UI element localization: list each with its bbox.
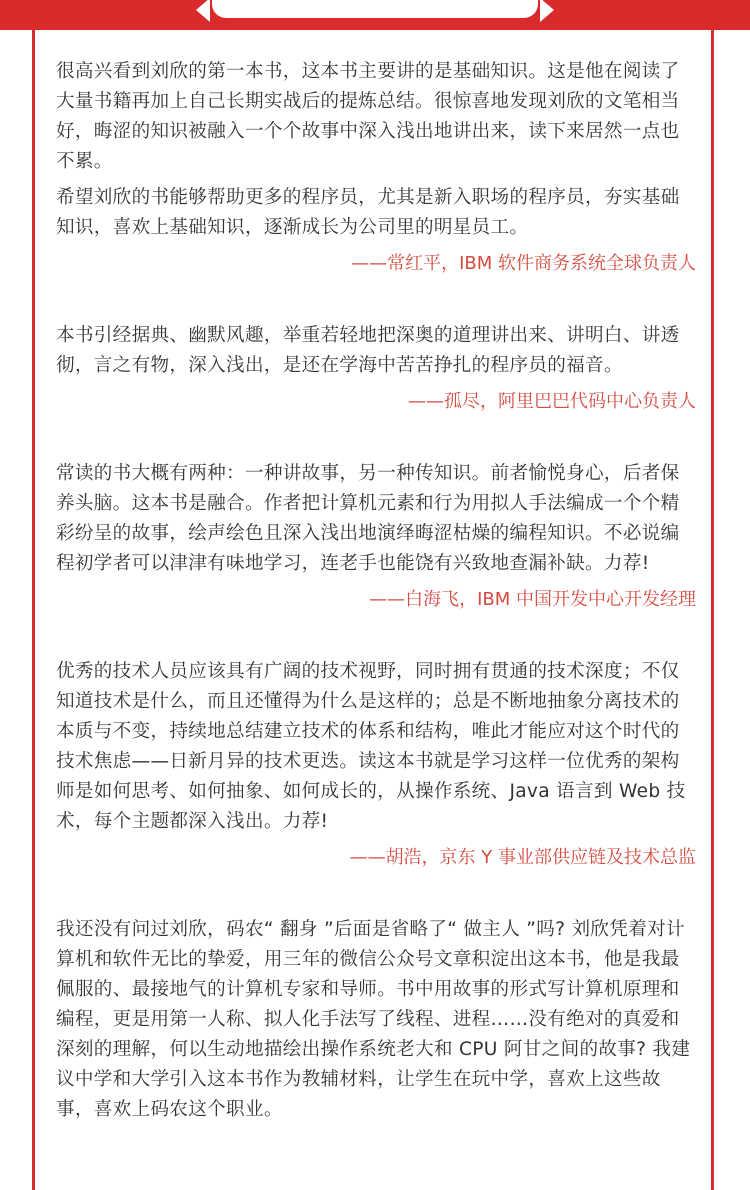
- review-paragraph: 我还没有问过刘欣，码农“ 翻身 ”后面是省略了“ 做主人 ”吗? 刘欣凭着对计算机和软件无比的挚爱，用三年的微信公众号文章积淀出这本书，他是我最佩服的、最接地气的计算机专家和导师。书中用故事的形式写计算机原理和编程，更是用第一人称、拟人化手法写了线程、进程……没有绝对的真爱和深刻的理解，何以生动地描绘出操作系统老大和 CPU 阿甘之间的故事? 我建议中学和大学引入这本书作为教辅材料，让学生在玩中学，喜欢上这些故事，喜欢上码农这个职业。: [56, 919, 691, 1120]
- review-1: [56, 57, 696, 279]
- review-paragraph: 优秀的技术人员应该具有广阔的技术视野，同时拥有贯通的技术深度；不仅知道技术是什么，而且还懂得为什么是这样的；总是不断地抽象分离技术的本质与不变，持续地总结建立技术的体系和结构，唯此才能应对这个时代的技术焦虑——日新月异的技术更迭。读这本书就是学习这样一位优秀的架构师是如何思考、如何抽象、如何成长的，从操作系统、Java 语言到 Web 技术，每个主题都深入浅出。力荐!: [56, 661, 686, 832]
- banner-left-arrow-icon: [196, 0, 210, 22]
- review-4: [56, 657, 696, 873]
- review-author: ——孤尽，阿里巴巴代码中心负责人: [408, 391, 696, 412]
- review-5: [56, 915, 696, 1125]
- reviews-list: [56, 57, 696, 1131]
- banner-right-arrow-icon: [540, 0, 554, 22]
- review-paragraph: 很高兴看到刘欣的第一本书，这本书主要讲的是基础知识。这是他在阅读了大量书籍再加上自己长期实战后的提炼总结。很惊喜地发现刘欣的文笔相当好，晦涩的知识被融入一个个故事中深入浅出地讲出来，读下来居然一点也不累。: [56, 61, 680, 172]
- review-paragraph: 常读的书大概有两种：一种讲故事，另一种传知识。前者愉悦身心，后者保养头脑。这本书是融合。作者把计算机元素和行为用拟人手法编成一个个精彩纷呈的故事，绘声绘色且深入浅出地演绎晦涩枯燥的编程知识。不必说编程初学者可以津津有味地学习，连老手也能饶有兴致地查漏补缺。力荐!: [56, 463, 680, 574]
- review-author: ——常红平，IBM 软件商务系统全球负责人: [351, 253, 696, 274]
- review-author: ——白海飞，IBM 中国开发中心开发经理: [369, 589, 696, 610]
- review-author: ——胡浩，京东 Y 事业部供应链及技术总监: [349, 847, 696, 868]
- banner-title-pill: [212, 0, 538, 18]
- review-paragraph: 本书引经据典、幽默风趣，举重若轻地把深奥的道理讲出来、讲明白、讲透彻，言之有物，深入浅出，是还在学海中苦苦挣扎的程序员的福音。: [56, 325, 680, 376]
- review-3: [56, 459, 696, 615]
- review-2: [56, 321, 696, 417]
- review-paragraph: 希望刘欣的书能够帮助更多的程序员，尤其是新入职场的程序员，夯实基础知识，喜欢上基础知识，逐渐成长为公司里的明星员工。: [56, 187, 680, 238]
- header-banner: [0, 0, 750, 30]
